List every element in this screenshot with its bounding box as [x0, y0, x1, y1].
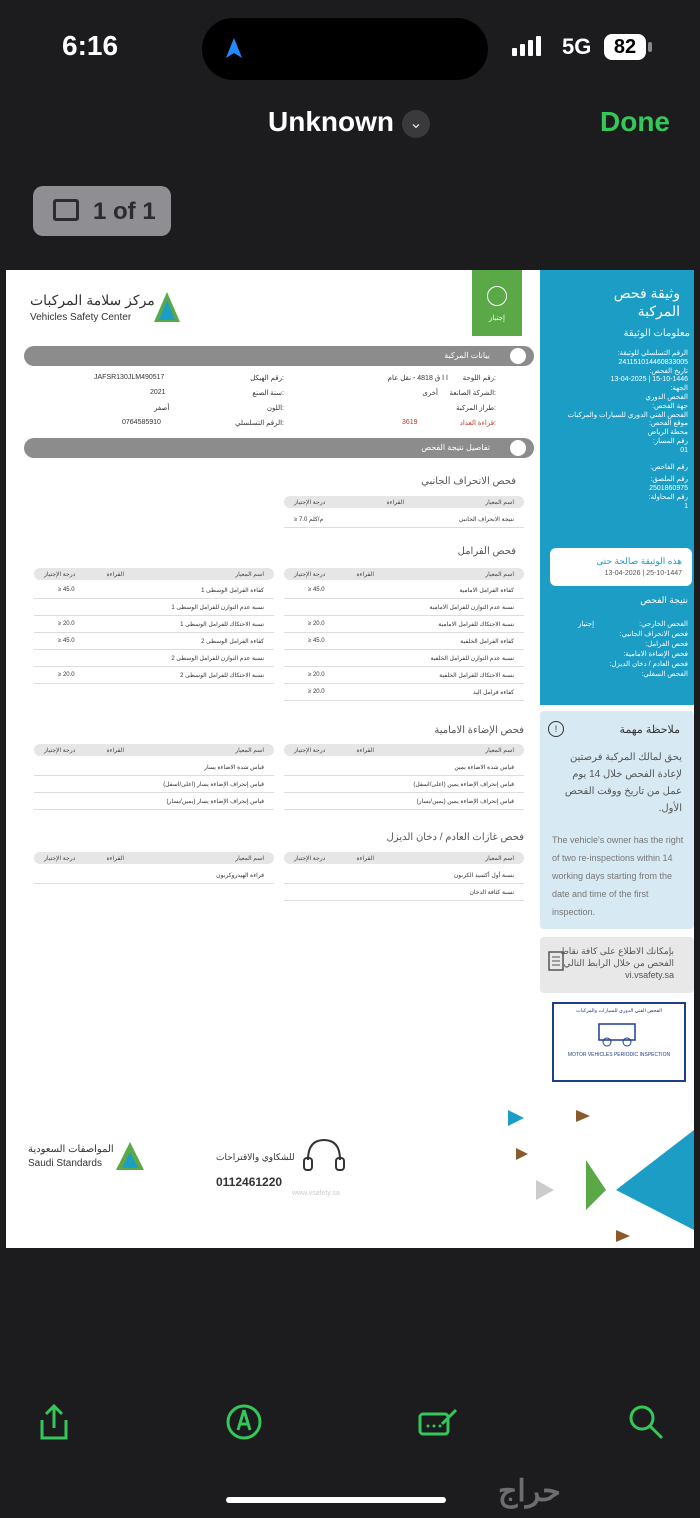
inspection-link-text: بإمكانك الاطلاع على كافة نقاط الفحص من خلال الرابط التالي vi.vsafety.sa — [560, 946, 674, 980]
table-row — [284, 634, 524, 650]
header-reading: القراءة — [106, 856, 124, 862]
side-slip-title: فحص الانحراف الجانبي — [421, 476, 516, 487]
sidebar-info-rows — [548, 350, 688, 512]
complaints-phone: 0112461220 — [216, 1175, 283, 1189]
check-icon — [487, 286, 507, 306]
battery-level: 82 — [604, 34, 646, 60]
result-row: فحص الانحراف الجانبي: — [619, 631, 688, 638]
row-name: كفاءة الفرامل الخلفية — [460, 639, 514, 645]
info-row: الفحص الدوري — [645, 393, 688, 401]
document-title[interactable]: Unknown — [268, 106, 394, 137]
table-header — [34, 568, 274, 580]
result-row: الفحص السفلي: — [641, 671, 688, 678]
result-header: نتيجة الفحص — [640, 595, 688, 605]
result-pass: إجتياز — [578, 621, 595, 628]
truck-icon — [589, 1014, 649, 1050]
saso-emblem-icon — [114, 1140, 146, 1172]
info-row: الجهة: — [670, 385, 688, 393]
signature-icon[interactable] — [418, 1402, 458, 1442]
table-row — [284, 885, 524, 901]
header-reading: القراءة — [386, 500, 404, 506]
row-name: قياس شدة الاضاءة يمين — [454, 765, 514, 771]
vehicle-section-bar — [24, 346, 534, 366]
car-icon — [510, 348, 526, 364]
table-row — [34, 794, 274, 810]
row-pass: ≥ 45.0 — [308, 587, 325, 593]
share-icon[interactable] — [34, 1402, 74, 1442]
row-name: نسبة عدم التوازن للفرامل الوسطى 1 — [171, 605, 264, 611]
row-name: قياس إنحراف الإضاءة يمين (يمين/يسار) — [416, 799, 514, 805]
row-name: نسبة عدم التوازن للفرامل الامامية — [429, 605, 514, 611]
table-row — [284, 794, 524, 810]
sidebar-title — [614, 284, 680, 320]
done-button[interactable]: Done — [600, 106, 670, 137]
row-name: نسبة الاحتكاك للفرامل الوسطى 2 — [180, 673, 264, 679]
color-value: أصفر — [154, 405, 170, 412]
row-name: كفاءة الفرامل الوسطى 1 — [201, 588, 264, 594]
search-icon[interactable] — [626, 1402, 666, 1442]
validity-card — [550, 548, 692, 586]
row-name: نسبة الاحتكاك للفرامل الوسطى 1 — [180, 622, 264, 628]
header-pass: درجة الإجتياز — [294, 500, 326, 506]
result-row: الفحص الخارجي: — [639, 621, 688, 628]
plate-label: رقم اللوحة: — [462, 375, 496, 382]
row-name: قياس شدة الاضاءة يسار — [204, 765, 264, 771]
row-pass: ≥ 45.0 — [58, 638, 75, 644]
table-row — [34, 760, 274, 776]
lights-title: فحص الإضاءة الامامية — [434, 725, 524, 736]
headset-icon — [302, 1136, 346, 1176]
info-row: 15-10-1446 | 13-04-2025 — [610, 376, 688, 384]
make-label: الشركة الصانعة: — [449, 390, 496, 397]
result-row: فحص الفرامل: — [645, 641, 688, 648]
status-time: 6:16 — [62, 30, 119, 61]
page-count: 1 of 1 — [93, 198, 156, 225]
note-title: ملاحظة مهمة — [619, 724, 680, 736]
stamp-top-text: الفحص الفني الدوري للسيارات والمركبات — [575, 1008, 663, 1014]
row-name: كفاءة الفرامل الوسطى 2 — [201, 639, 264, 645]
sidebar-title-line2: المركبة — [637, 303, 680, 319]
document-info-sidebar — [540, 270, 694, 705]
odometer-value: 3619 — [402, 419, 418, 426]
logo-english: Vehicles Safety Center — [30, 312, 132, 323]
table-row — [34, 777, 274, 793]
checklist-icon — [510, 440, 526, 456]
inspection-stamp — [552, 1002, 686, 1082]
battery-tip — [648, 42, 652, 52]
header-reading: القراءة — [106, 572, 124, 578]
header-reading: القراءة — [106, 748, 124, 754]
year-label: سنة الصنع: — [252, 390, 284, 397]
row-pass: ≥ 20.0 — [308, 672, 325, 678]
info-row: رقم المسار: — [652, 437, 688, 445]
table-row — [284, 668, 524, 684]
header-name: اسم المعيار — [485, 500, 514, 506]
header-pass: درجة الإجتياز — [44, 572, 76, 578]
header-reading: القراءة — [356, 856, 374, 862]
table-row — [34, 868, 274, 884]
row-name: كفاءة الفرامل الامامية — [459, 588, 514, 594]
logo-arabic: مركز سلامة المركبات — [30, 292, 155, 308]
table-header — [284, 496, 524, 508]
validity-text: هذه الوثيقة صالحة حتى — [596, 556, 682, 566]
row-name: قياس إنحراف الإضاءة يمين (اعلى/اسفل) — [413, 782, 514, 788]
table-header — [34, 744, 274, 756]
table-row — [284, 651, 524, 667]
table-row — [284, 685, 524, 701]
table-row — [34, 600, 274, 616]
header-name: اسم المعيار — [485, 748, 514, 754]
brakes-title: فحص الفرامل — [457, 546, 516, 557]
result-row: فحص العادم / دخان الديزل: — [609, 661, 688, 668]
table-row — [34, 634, 274, 650]
result-row: فحص الإضاءة الامامية: — [623, 651, 688, 658]
table-row — [34, 651, 274, 667]
row-name: نتيجة الانحراف الجانبي — [458, 517, 514, 523]
table-row — [34, 617, 274, 633]
table-row — [284, 777, 524, 793]
row-name: نسبة أول أكسيد الكربون — [453, 873, 514, 879]
serial-value: 0764585910 — [122, 419, 161, 426]
exhaust-title: فحص غازات العادم / دخان الديزل — [386, 832, 524, 843]
haraj-watermark: حراج — [498, 1475, 561, 1508]
row-name: نسبة كثافة الدخان — [469, 890, 514, 896]
info-row: 2501860975 — [649, 485, 688, 493]
row-pass: ≥ 20.0 — [308, 689, 325, 695]
markup-icon[interactable] — [224, 1402, 264, 1442]
info-row: تاريخ الفحص: — [649, 367, 688, 375]
header-pass: درجة الإجتياز — [294, 748, 326, 754]
color-label: اللون: — [266, 405, 284, 412]
document-page — [6, 270, 694, 1248]
table-row — [284, 512, 524, 528]
vehicle-section-title: بيانات المركبة — [444, 351, 490, 360]
serial-label: الرقم التسلسلي: — [235, 420, 284, 427]
table-row — [284, 617, 524, 633]
table-header — [284, 744, 524, 756]
vin-value: JAFSR130JLM490517 — [94, 374, 165, 381]
info-row: الفحص الفني الدوري للسيارات والمركبات — [567, 411, 688, 419]
home-indicator[interactable] — [226, 1497, 446, 1503]
header-name: اسم المعيار — [235, 572, 264, 578]
vin-label: رقم الهيكل: — [250, 375, 284, 382]
row-name: نسبة عدم التوازن للفرامل الوسطى 2 — [171, 656, 264, 662]
row-pass: ≥ 45.0 — [58, 587, 75, 593]
table-header — [284, 852, 524, 864]
info-icon: ! — [548, 721, 564, 737]
table-row — [34, 668, 274, 684]
row-name: نسبة عدم التوازن للفرامل الخلفية — [430, 656, 514, 662]
info-row: جهة الفحص: — [652, 402, 688, 410]
info-row: موقع الفحص: — [648, 420, 688, 428]
row-name: قياس إنحراف الإضاءة يسار (اعلى/اسفل) — [163, 782, 264, 788]
header-pass: درجة الإجتياز — [294, 856, 326, 862]
important-note — [540, 711, 694, 929]
network-label: 5G — [562, 34, 592, 59]
table-row — [284, 868, 524, 884]
header-name: اسم المعيار — [485, 856, 514, 862]
header-pass: درجة الإجتياز — [44, 748, 76, 754]
sidebar-icon — [53, 199, 79, 221]
info-row: رقم الفاحص: — [650, 463, 688, 471]
inspection-link-box — [540, 937, 694, 993]
info-row: 241151014460833005 — [618, 358, 688, 366]
result-list — [548, 620, 688, 680]
row-pass: ≥ 20.0 — [58, 672, 75, 678]
note-arabic: يحق لمالك المركبة فرصتين لإعادة الفحص خلال 14 يوم عمل من تاريخ ووقت الفحص الأول. — [564, 752, 682, 814]
info-row: 1 — [684, 502, 688, 510]
row-name: قياس إنحراف الإضاءة يسار (يمين/يسار) — [166, 799, 264, 805]
table-row — [284, 760, 524, 776]
header-name: اسم المعيار — [235, 856, 264, 862]
validity-date: 25-10-1447 | 13-04-2026 — [604, 570, 682, 577]
vsc-emblem-icon — [152, 290, 182, 326]
odometer-label: قراءة العداد: — [459, 420, 496, 427]
header-reading: القراءة — [356, 748, 374, 754]
complaints-label: للشكاوي والاقتراحات — [216, 1152, 295, 1162]
row-name: كفاءة فرامل اليد — [472, 690, 514, 696]
pass-badge — [472, 270, 522, 336]
row-pass: ≥ 45.0 — [308, 638, 325, 644]
header-pass: درجة الإجتياز — [44, 856, 76, 862]
info-row: محطة الرياض — [647, 429, 688, 437]
inspection-section-title: تفاصيل نتيجة الفحص — [421, 443, 490, 452]
year-value: 2021 — [150, 389, 166, 396]
document-icon — [548, 951, 564, 971]
header-pass: درجة الإجتياز — [294, 572, 326, 578]
plate-value: ا ا ق 4818 - نقل عام — [387, 375, 448, 382]
vsc-logo — [26, 292, 186, 332]
table-header — [34, 852, 274, 864]
saso-logo — [28, 1140, 148, 1180]
table-row — [34, 583, 274, 599]
row-pass: ≥ 7.0 م/كلم — [294, 517, 324, 523]
header-name: اسم المعيار — [485, 572, 514, 578]
header-reading: القراءة — [356, 572, 374, 578]
table-row — [284, 600, 524, 616]
row-pass: ≥ 20.0 — [58, 621, 75, 627]
page-indicator[interactable] — [33, 186, 171, 236]
info-row: رقم المحاولة: — [648, 493, 688, 501]
row-pass: ≥ 20.0 — [308, 621, 325, 627]
info-row: 01 — [680, 446, 688, 454]
stamp-bottom-text: MOTOR VEHICLES PERIODIC INSPECTION — [567, 1052, 671, 1058]
footer-site: www.vsafety.sa — [292, 1190, 340, 1197]
saso-arabic: المواصفات السعودية — [28, 1144, 114, 1155]
chevron-down-icon[interactable]: ⌄ — [402, 110, 430, 138]
header-name: اسم المعيار — [235, 748, 264, 754]
note-english: The vehicle's owner has the right of two re-inspections within 14 working days starting from the date and time of the first inspection. — [552, 835, 684, 917]
table-row — [284, 583, 524, 599]
table-header — [284, 568, 524, 580]
row-name: نسبة الاحتكاك للفرامل الامامية — [438, 622, 514, 628]
row-name: نسبة الاحتكاك للفرامل الخلفية — [439, 673, 514, 679]
model-label: طراز المركبة: — [456, 405, 496, 412]
signal-icon — [512, 36, 544, 61]
info-row: رقم الملصق: — [650, 476, 688, 484]
decorative-triangles — [496, 1100, 694, 1248]
row-name: قراءة الهيدروكربون — [216, 873, 264, 879]
pass-label: إجتياز — [488, 315, 505, 322]
sidebar-info-header: معلومات الوثيقة — [623, 328, 690, 339]
navigation-arrow-icon — [222, 36, 246, 60]
sidebar-title-line1: وثيقة فحص — [613, 285, 680, 301]
info-row: الرقم التسلسلي للوثيقة: — [617, 350, 688, 357]
make-value: أخرى — [422, 390, 438, 397]
inspection-section-bar — [24, 438, 534, 458]
saso-english: Saudi Standards — [28, 1158, 102, 1169]
